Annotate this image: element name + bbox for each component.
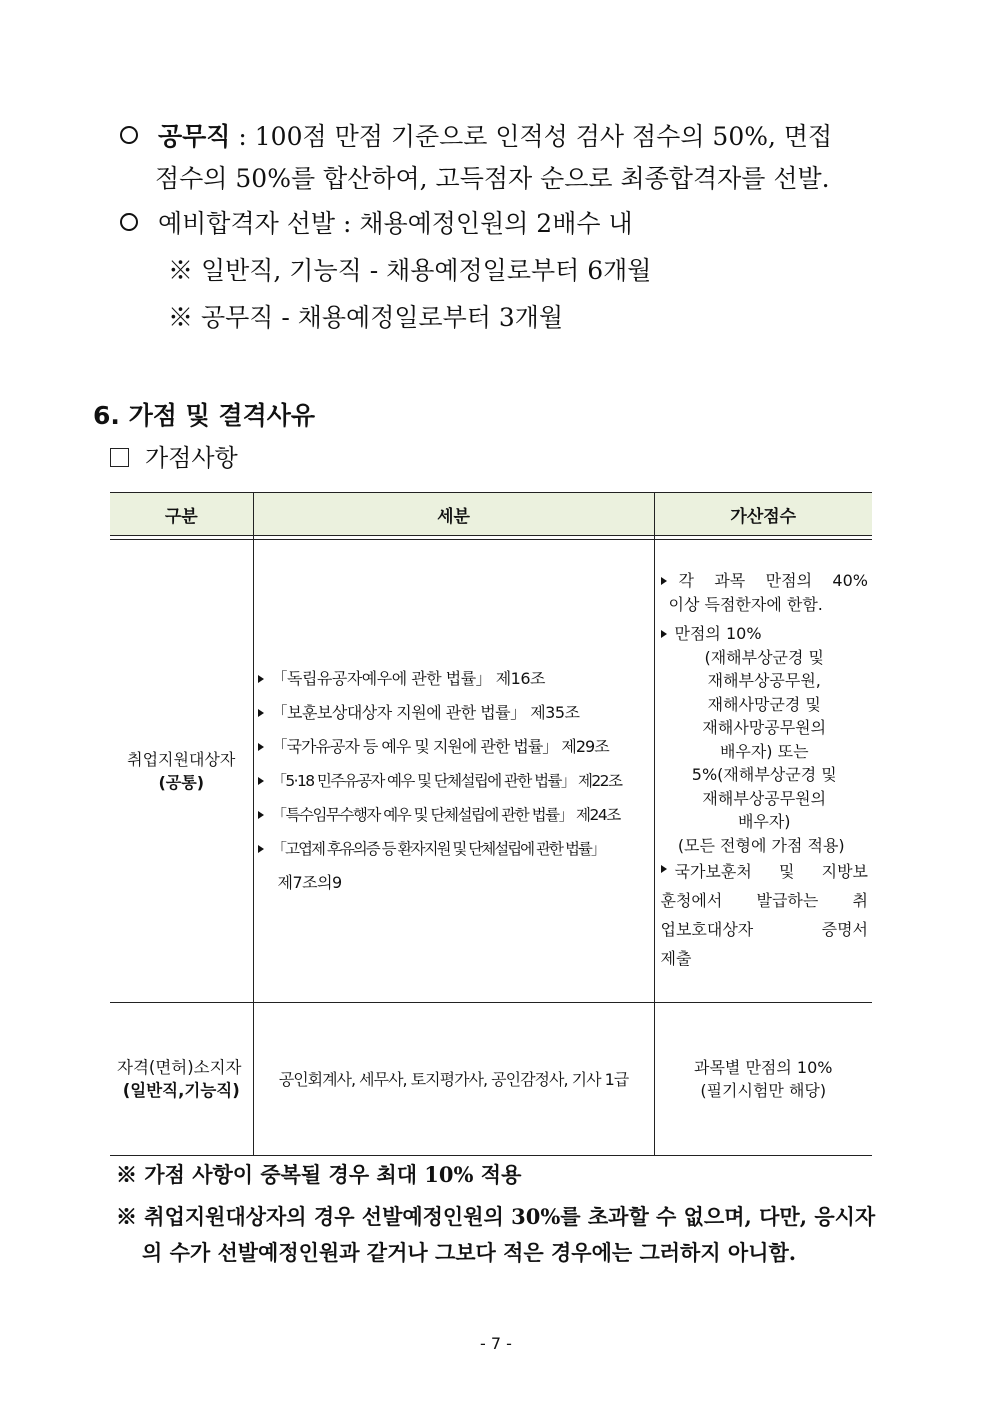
footnote-1: ※ 가점 사항이 중복될 경우 최대 10% 적용: [116, 1162, 522, 1187]
triangle-bullet-icon: [661, 865, 667, 873]
law-item: 「고엽제 후유의증 등 환자지원 및 단체설립에 관한 법률」: [258, 832, 654, 866]
triangle-bullet-icon: [258, 777, 264, 785]
row2-points-line2: (필기시험만 해당): [700, 1081, 827, 1100]
triangle-bullet-icon: [661, 630, 667, 638]
triangle-bullet-icon: [258, 743, 264, 751]
points-item-2-line1: 만점의 10%: [674, 624, 762, 643]
row1-category: 취업지원대상자: [127, 750, 236, 769]
subsection-title: [110, 438, 238, 473]
law-item: 「보훈보상대상자 지원에 관한 법률」 제35조: [258, 696, 654, 730]
points-item-1-line1: 각 과목 만점의 40%: [678, 571, 868, 590]
row1-category-cell: [110, 540, 253, 1003]
row2-category: 자격(면허)소지자: [117, 1058, 242, 1077]
header-category: 구분: [110, 493, 253, 536]
page-number: - 7 -: [480, 1334, 512, 1353]
triangle-bullet-icon: [258, 811, 264, 819]
circle-bullet-icon: [120, 126, 138, 144]
row1-laws-cell: [253, 540, 654, 1003]
law-item: 「국가유공자 등 예우 및 지원에 관한 법률」 제29조: [258, 730, 654, 764]
section-title: 6. 가점 및 결격사유: [93, 401, 316, 430]
row2-category-sub: (일반직,기능직): [122, 1081, 240, 1100]
triangle-bullet-icon: [258, 675, 264, 683]
points-item-1-line2: 이상 득점한자에 한함.: [668, 594, 823, 614]
bullet-item-2: [120, 208, 633, 240]
points-item-1: [661, 569, 869, 616]
bonus-points-table: [110, 492, 872, 1156]
item2-text: 예비합격자 선발 : 채용예정인원의 2배수 내: [158, 209, 633, 238]
law-item: 「5·18 민주유공자 예우 및 단체설립에 관한 법률」 제22조: [258, 764, 654, 798]
row2-points-line1: 과목별 만점의 10%: [694, 1058, 833, 1077]
law-item: 「독립유공자예우에 관한 법률」 제16조: [258, 662, 654, 696]
circle-bullet-icon: [120, 213, 138, 231]
note-2: ※ 공무직 - 채용예정일로부터 3개월: [168, 303, 564, 332]
law-item: 「특수임무수행자 예우 및 단체설립에 관한 법률」 제24조: [258, 798, 654, 832]
item1-text: : 100점 만점 기준으로 인적성 검사 점수의 50%, 면접: [230, 122, 833, 151]
item1-label: 공무직: [158, 122, 231, 151]
note-1: ※ 일반직, 기능직 - 채용예정일로부터 6개월: [168, 256, 652, 285]
table-header-row: [110, 493, 872, 536]
points-item-2-detail: (재해부상군경 및 재해부상공무원, 재해사망군경 및 재해사망공무원의 배우자) 또는 5%(재해부상군경 및 재해부상공무원의 배우자) (모든 전형에 가점 적용): [677, 647, 845, 855]
row2-category-cell: [110, 1003, 253, 1156]
footnote-2-continuation: 의 수가 선발예정인원과 같거나 그보다 적은 경우에는 그러하지 아니함.: [142, 1240, 797, 1265]
triangle-bullet-icon: [258, 845, 264, 853]
points-item-3: 국가보훈처 및 지방보 훈청에서 발급하는 취 업보호대상자 증명서 제출: [660, 862, 868, 968]
footnote-2: ※ 취업지원대상자의 경우 선발예정인원의 30%를 초과할 수 없으며, 다만, 응시자: [116, 1204, 876, 1229]
subsection-label: 가점사항: [145, 444, 238, 472]
table-row: [110, 540, 872, 1003]
law-item-continuation: 제7조의9: [277, 873, 342, 892]
triangle-bullet-icon: [258, 709, 264, 717]
header-points: 가산점수: [654, 493, 872, 536]
table-row: [110, 1003, 872, 1156]
triangle-bullet-icon: [661, 577, 667, 585]
points-item-2: [661, 622, 869, 646]
bullet-item-1: [120, 121, 832, 153]
checkbox-square-icon: [110, 448, 129, 467]
item1-continuation: 점수의 50%를 합산하여, 고득점자 순으로 최종합격자를 선발.: [155, 164, 830, 193]
row2-points-cell: [654, 1003, 872, 1156]
row1-points-cell: [654, 540, 872, 1003]
header-detail: 세분: [253, 493, 654, 536]
row2-detail: 공인회계사, 세무사, 토지평가사, 공인감정사, 기사 1급: [253, 1003, 654, 1156]
row1-category-sub: (공통): [158, 773, 205, 792]
